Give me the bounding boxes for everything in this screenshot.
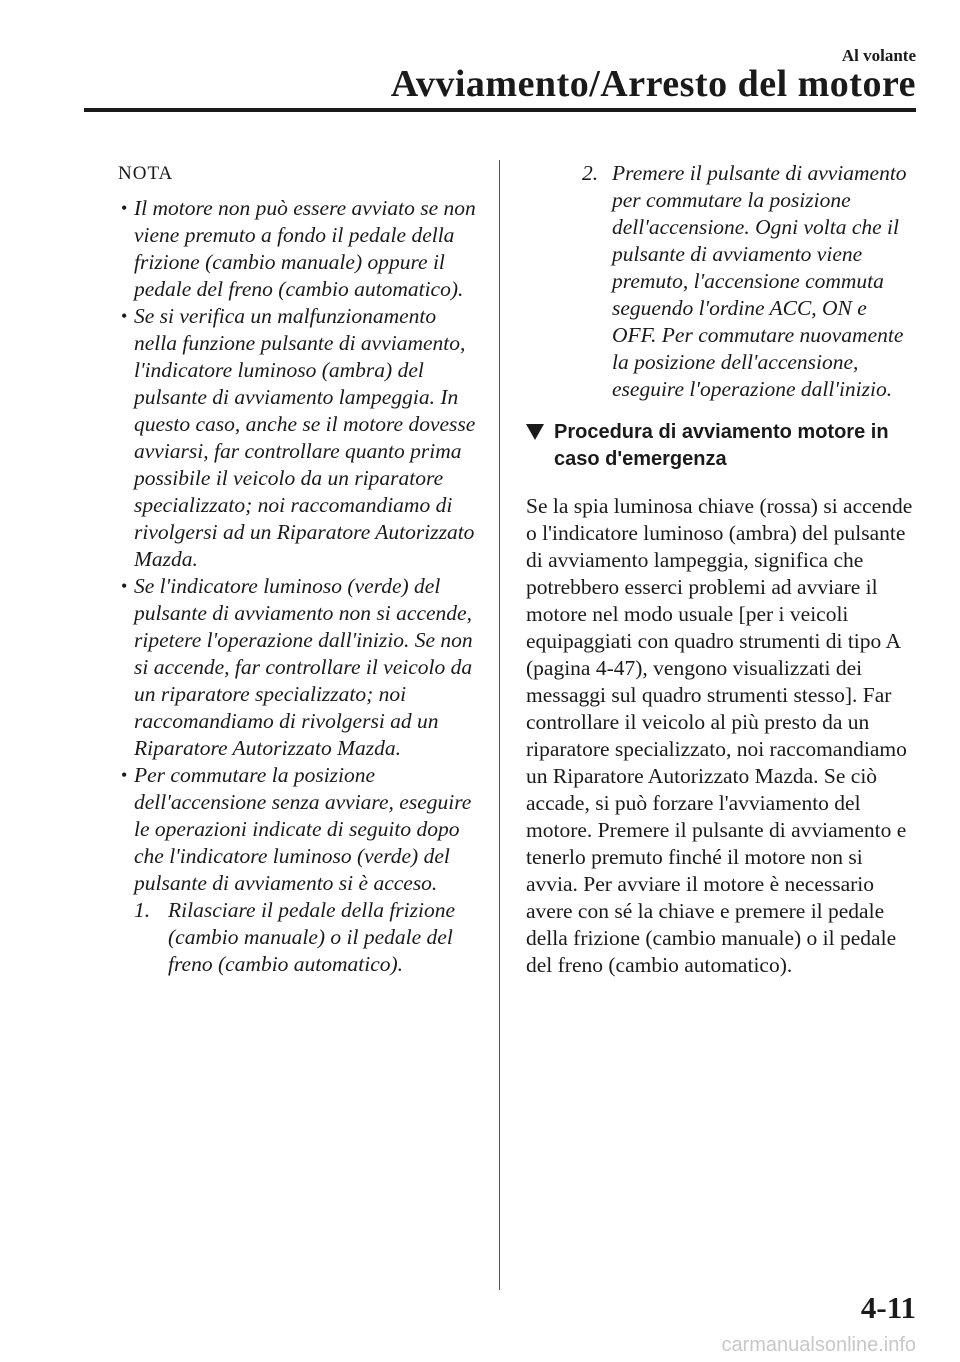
- section-heading: [526, 419, 916, 473]
- step-text: Rilasciare il pedale della frizione (cambio manuale) o il pedale del freno (cambio automatico).: [168, 898, 456, 976]
- step-number: 1.: [134, 898, 151, 922]
- note-title: NOTA: [118, 163, 174, 184]
- section-heading-text: Procedura di avviamento motore in caso d'emergenza: [554, 421, 889, 470]
- numbered-step: [96, 897, 476, 978]
- triangle-down-icon: [526, 424, 544, 440]
- step-number: 2.: [582, 161, 599, 185]
- bullet-icon: •: [121, 306, 128, 326]
- column-divider: [499, 160, 500, 1290]
- left-column: [96, 160, 476, 978]
- right-column: [526, 160, 916, 979]
- header-section: Al volante: [841, 46, 916, 65]
- page-title: Avviamento/Arresto del motore: [390, 63, 916, 105]
- bullet-icon: •: [121, 198, 128, 218]
- note-bullet: [96, 762, 476, 897]
- note-bullet: [96, 303, 476, 573]
- bullet-icon: •: [121, 576, 128, 596]
- page-number: 4-11: [860, 1290, 916, 1325]
- note-bullet-text: Per commutare la posizione dell'accensione senza avviare, eseguire le operazioni indicate di seguito dopo che l'indicatore luminoso (verde) del pulsante di avviamento si è acceso.: [134, 763, 472, 895]
- bullet-icon: •: [121, 765, 128, 785]
- note-bullet-text: Se si verifica un malfunzionamento nella funzione pulsante di avviamento, l'indicatore luminoso (ambra) del pulsante di avviamento lampeggia. In questo caso, anche se il motore dovesse avviarsi, far controllare quanto prima possibile il veicolo da un riparatore specializzato; noi raccomandiamo di rivolgersi ad un Riparatore Autorizzato Mazda.: [134, 304, 476, 571]
- body-paragraph: Se la spia luminosa chiave (rossa) si accende o l'indicatore luminoso (ambra) del pulsante di avviamento lampeggia, significa che potrebbero esserci problemi ad avviare il motore nel modo usuale [per i veicoli equipaggiati con quadro strumenti di tipo A (pagina 4-47), vengono visualizzati dei messaggi sul quadro strumenti stesso]. Far controllare il veicolo al più presto da un riparatore specializzato, noi raccomandiamo un Riparatore Autorizzato Mazda. Se ciò accade, si può forzare l'avviamento del motore. Premere il pulsante di avviamento e tenerlo premuto finché il motore non si avvia. Per avviare il motore è necessario avere con sé la chiave e premere il pedale della frizione (cambio manuale) o il pedale del freno (cambio automatico).: [526, 494, 913, 977]
- watermark: carmanualsonline.info: [721, 1334, 916, 1356]
- numbered-step: [526, 160, 916, 403]
- note-bullet: [96, 195, 476, 303]
- note-bullet-text: Se l'indicatore luminoso (verde) del pulsante di avviamento non si accende, ripetere l'operazione dall'inizio. Se non si accende, far controllare il veicolo da un riparatore specializzato; noi raccomandiamo di rivolgersi ad un Riparatore Autorizzato Mazda.: [134, 574, 473, 760]
- step-text: Premere il pulsante di avviamento per commutare la posizione dell'accensione. Ogni volta che il pulsante di avviamento viene premuto, l'accensione commuta seguendo l'ordine ACC, ON e OFF. Per commutare nuovamente la posizione dell'accensione, eseguire l'operazione dall'inizio.: [612, 161, 907, 401]
- header-rule: [84, 108, 916, 112]
- note-bullet-text: Il motore non può essere avviato se non viene premuto a fondo il pedale della frizione (cambio manuale) oppure il pedale del freno (cambio automatico).: [134, 196, 476, 301]
- note-bullet: [96, 573, 476, 762]
